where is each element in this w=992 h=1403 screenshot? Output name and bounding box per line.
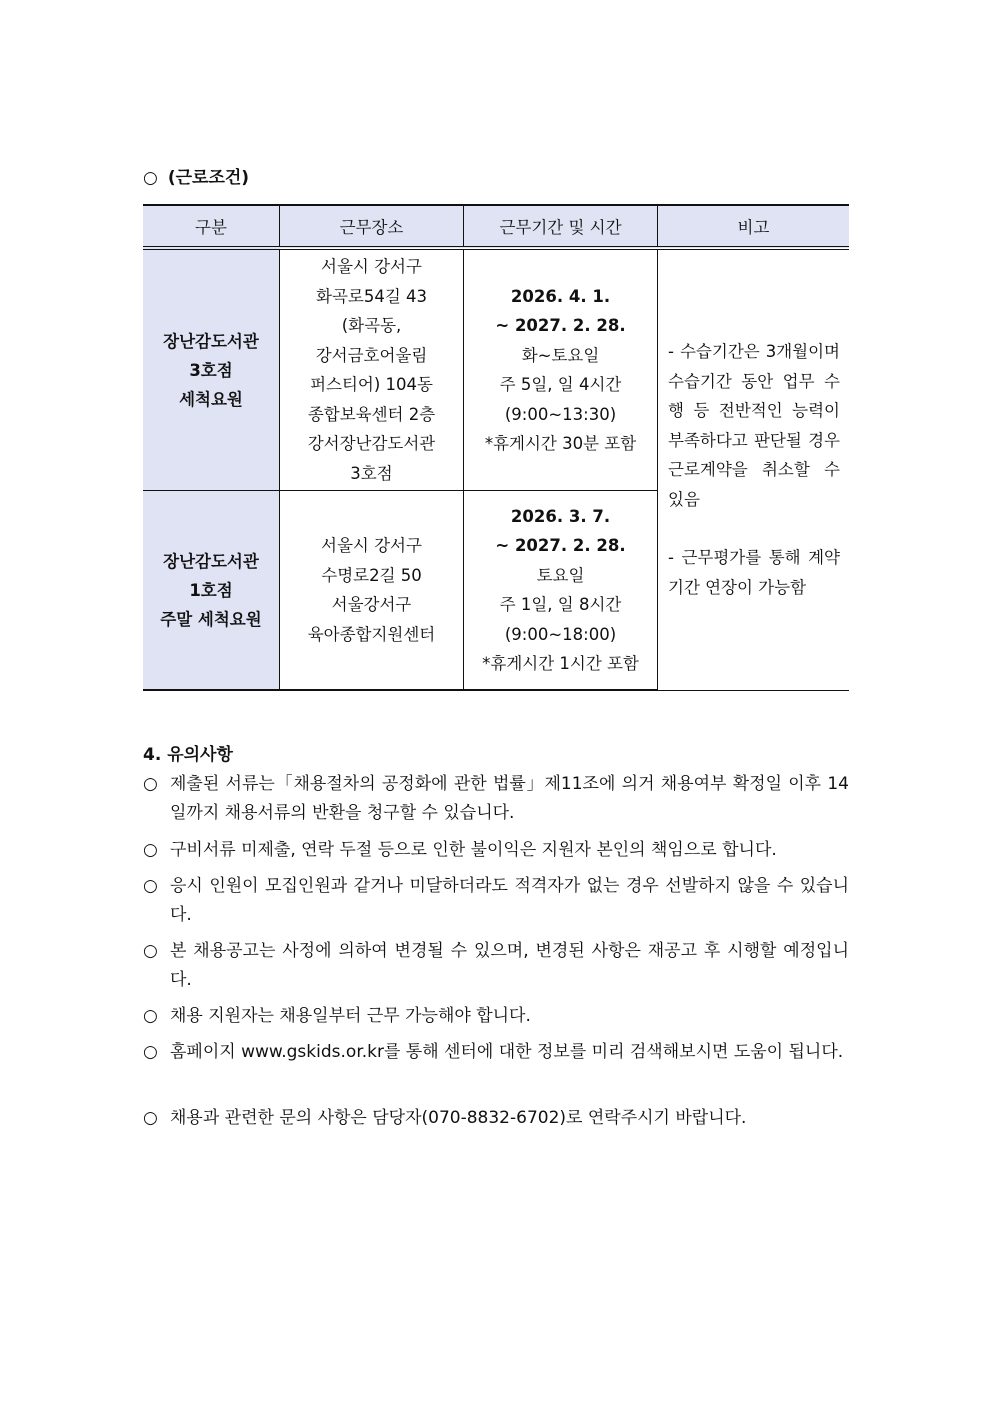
list-item: ○ 제출된 서류는「채용절차의 공정화에 관한 법률」제11조에 의거 채용여부 확정일 이후 14일까지 채용서류의 반환을 청구할 수 있습니다. [143,770,849,828]
work-conditions-table [143,204,849,691]
circle-bullet-icon: ○ [143,840,158,860]
list-item: ○ 홈페이지 www.gskids.or.kr를 통해 센터에 대한 정보를 미리 검색해보시면 도움이 됩니다. [143,1038,849,1067]
header-place: 근무장소 [280,205,464,248]
note-probation: - 수습기간은 3개월이며 수습기간 동안 업무 수행 등 전반적인 능력이 부족하다고 판단될 경우 근로계약을 취소할 수 있음 [668,342,840,509]
period-cell: 2026. 3. 7. ~ 2027. 2. 28. 토요일 주 1일, 일 8시간 (9:00~18:00) *휴게시간 1시간 포함 [464,491,658,691]
list-item: ○ 채용과 관련한 문의 사항은 담당자(070-8832-6702)로 연락주시기 바랍니다. [143,1104,849,1133]
table-header-row [143,205,849,248]
category-cell: 장난감도서관 1호점 주말 세척요원 [143,491,280,691]
circle-bullet-icon: ○ [143,774,158,794]
circle-bullet-icon: ○ [143,1108,158,1128]
list-item: ○ 본 채용공고는 사정에 의하여 변경될 수 있으며, 변경된 사항은 재공고 후 시행할 예정입니다. [143,937,849,995]
header-category: 구분 [143,205,280,248]
header-note: 비고 [658,205,850,248]
list-item: ○ 구비서류 미제출, 연락 두절 등으로 인한 불이익은 지원자 본인의 책임으로 합니다. [143,836,849,865]
place-cell: 서울시 강서구 화곡로54길 43 (화곡동, 강서금호어울림 퍼스티어) 104동 종합보육센터 2층 강서장난감도서관 3호점 [280,248,464,491]
place-cell: 서울시 강서구 수명로2길 50 서울강서구 육아종합지원센터 [280,491,464,691]
list-item: ○ 응시 인원이 모집인원과 같거나 미달하더라도 적격자가 없는 경우 선발하지 않을 수 있습니다. [143,872,849,930]
circle-bullet-icon: ○ [143,168,158,188]
section-heading-work-conditions [143,163,249,188]
header-period: 근무기간 및 시간 [464,205,658,248]
category-cell: 장난감도서관 3호점 세척요원 [143,248,280,491]
circle-bullet-icon: ○ [143,941,158,961]
section-title: (근로조건) [167,168,250,188]
section-heading-notes: 4. 유의사항 [143,745,233,765]
circle-bullet-icon: ○ [143,1006,158,1026]
table-row [143,248,849,491]
note-cell [658,248,850,690]
note-extension: - 근무평가를 통해 계약기간 연장이 가능함 [668,548,840,597]
list-item: ○ 채용 지원자는 채용일부터 근무 가능해야 합니다. [143,1002,849,1031]
period-cell: 2026. 4. 1. ~ 2027. 2. 28. 화~토요일 주 5일, 일 4시간 (9:00~13:30) *휴게시간 30분 포함 [464,248,658,491]
circle-bullet-icon: ○ [143,876,158,896]
circle-bullet-icon: ○ [143,1042,158,1062]
